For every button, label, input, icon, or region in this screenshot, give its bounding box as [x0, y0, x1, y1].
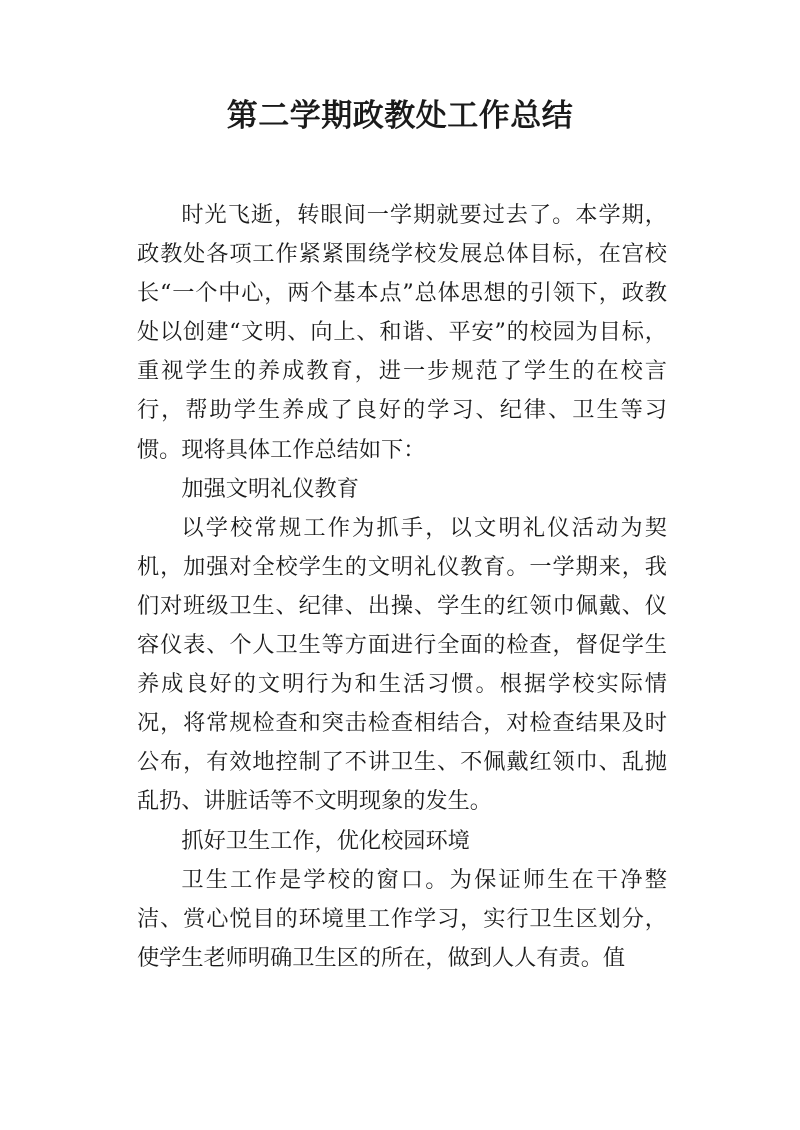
- page-title: 第二学期政教处工作总结: [226, 98, 574, 134]
- hygiene-paragraph: 卫生工作是学校的窗口。为保证师生在干净整洁、赏心悦目的环境里工作学习，实行卫生区划分，使学生老师明确卫生区的所在，做到人人有责。值: [137, 866, 667, 971]
- intro-paragraph: 时光飞逝，转眼间一学期就要过去了。本学期，政教处各项工作紧紧围绕学校发展总体目标，在宫校长“一个中心，两个基本点”总体思想的引领下，政教处以创建“文明、向上、和谐、平安”的校园为目标，重视学生的养成教育，进一步规范了学生的在校言行，帮助学生养成了良好的学习、纪律、卫生等习惯。现将具体工作总结如下：: [137, 202, 667, 463]
- document-body: [137, 196, 667, 978]
- section-heading-etiquette: 加强文明礼仪教育: [181, 475, 359, 502]
- section-heading-hygiene: 抓好卫生工作，优化校园环境: [181, 827, 470, 854]
- etiquette-paragraph: 以学校常规工作为抓手，以文明礼仪活动为契机，加强对全校学生的文明礼仪教育。一学期来，我们对班级卫生、纪律、出操、学生的红领巾佩戴、仪容仪表、个人卫生等方面进行全面的检查，督促学生养成良好的文明行为和生活习惯。根据学校实际情况，将常规检查和突击检查相结合，对检查结果及时公布，有效地控制了不讲卫生、不佩戴红领巾、乱抛乱扔、讲脏话等不文明现象的发生。: [137, 514, 667, 815]
